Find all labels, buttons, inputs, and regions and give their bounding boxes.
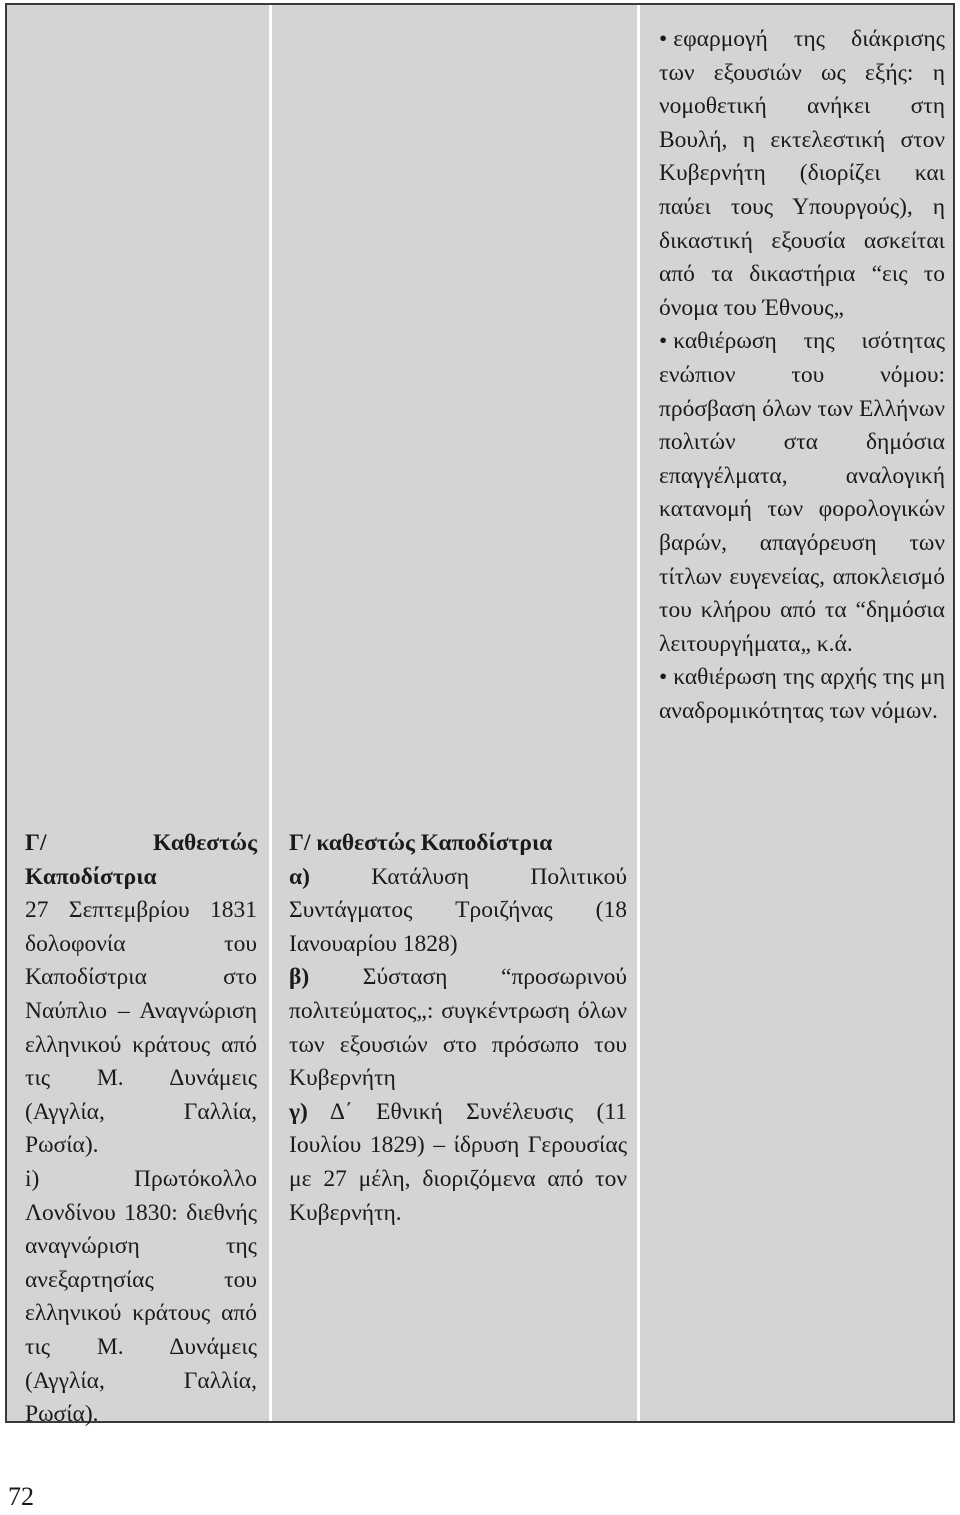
item-text: Δ΄ Εθνική Συνέλευσις (11 Ιουλίου 1829) – ίδρυση Γερουσίας με 27 μέλη, διοριζόμενα από τον Κυβερνήτη.: [289, 1098, 627, 1226]
item-text: Κατάλυση Πολιτικού Συντάγματος Τροιζήνας (18 Ιανουαρίου 1828): [289, 863, 627, 957]
column-divider-1: [269, 5, 272, 1421]
bullet-icon: •: [659, 664, 668, 691]
column-2-item: [289, 861, 627, 962]
item-text: Σύσταση “προσωρινού πολιτεύματος„: συγκέντρωση όλων των εξουσιών στο πρόσωπο του Κυβερνήτη: [289, 964, 627, 1092]
column-1-paragraph: i) Πρωτόκολλο Λονδίνου 1830: διεθνής αναγνώριση της ανεξαρτησίας του ελληνικού κράτους από τις Μ. Δυνάμεις (Αγγλία, Γαλλία, Ρωσία).: [25, 1165, 257, 1428]
column-1: [25, 827, 257, 1432]
bullet-text: εφαρμογή της διάκρισης των εξουσιών ως εξής: η νομοθετική ανήκει στη Βουλή, η εκτελεστική στον Κυβερνήτη (διορίζει και παύει τους Υπουργούς), η δικαστική εξουσία ασκείται από τα δικαστήρια “εις το όνομα του Έθνους„: [659, 26, 945, 321]
bullet-icon: •: [659, 26, 668, 52]
column-2: [289, 827, 627, 1230]
column-3-bullet-item: [659, 661, 945, 728]
column-divider-2: [637, 5, 640, 1421]
column-2-item: [289, 961, 627, 1095]
item-marker: γ): [289, 1098, 308, 1125]
column-1-paragraph: 27 Σεπτεμβρίου 1831 δολοφονία του Καποδίστρια στο Ναύπλιο – Αναγνώριση ελληνικού κράτους από τις Μ. Δυνάμεις (Αγγλία, Γαλλία, Ρωσία).: [25, 897, 257, 1159]
page-number: 72: [8, 1482, 34, 1511]
bullet-text: καθιέρωση της ισότητας ενώπιον του νόμου: πρόσβαση όλων των Ελλήνων πολιτών στα δημόσια επαγγέλματα, αναλογική κατανομή των φορολογικών βαρών, απαγόρευση των τίτλων ευγενείας, αποκλεισμό του κλήρου από τα “δημόσια λειτουργήματα„ κ.ά.: [659, 328, 945, 657]
column-3-bullet-item: [659, 23, 945, 325]
column-1-heading: Γ/ Καθεστώς Καποδίστρια: [25, 830, 257, 890]
bullet-icon: •: [659, 328, 668, 355]
bullet-text: καθιέρωση της αρχής της μη αναδρομικότητας των νόμων.: [659, 664, 945, 724]
column-2-heading: Γ/ καθεστώς Καποδίστρια: [289, 830, 553, 856]
item-marker: β): [289, 964, 310, 991]
column-3-bullet-item: [659, 325, 945, 661]
column-3: [659, 23, 945, 728]
column-2-item: [289, 1096, 627, 1230]
item-marker: α): [289, 863, 310, 890]
content-table: [5, 3, 955, 1428]
